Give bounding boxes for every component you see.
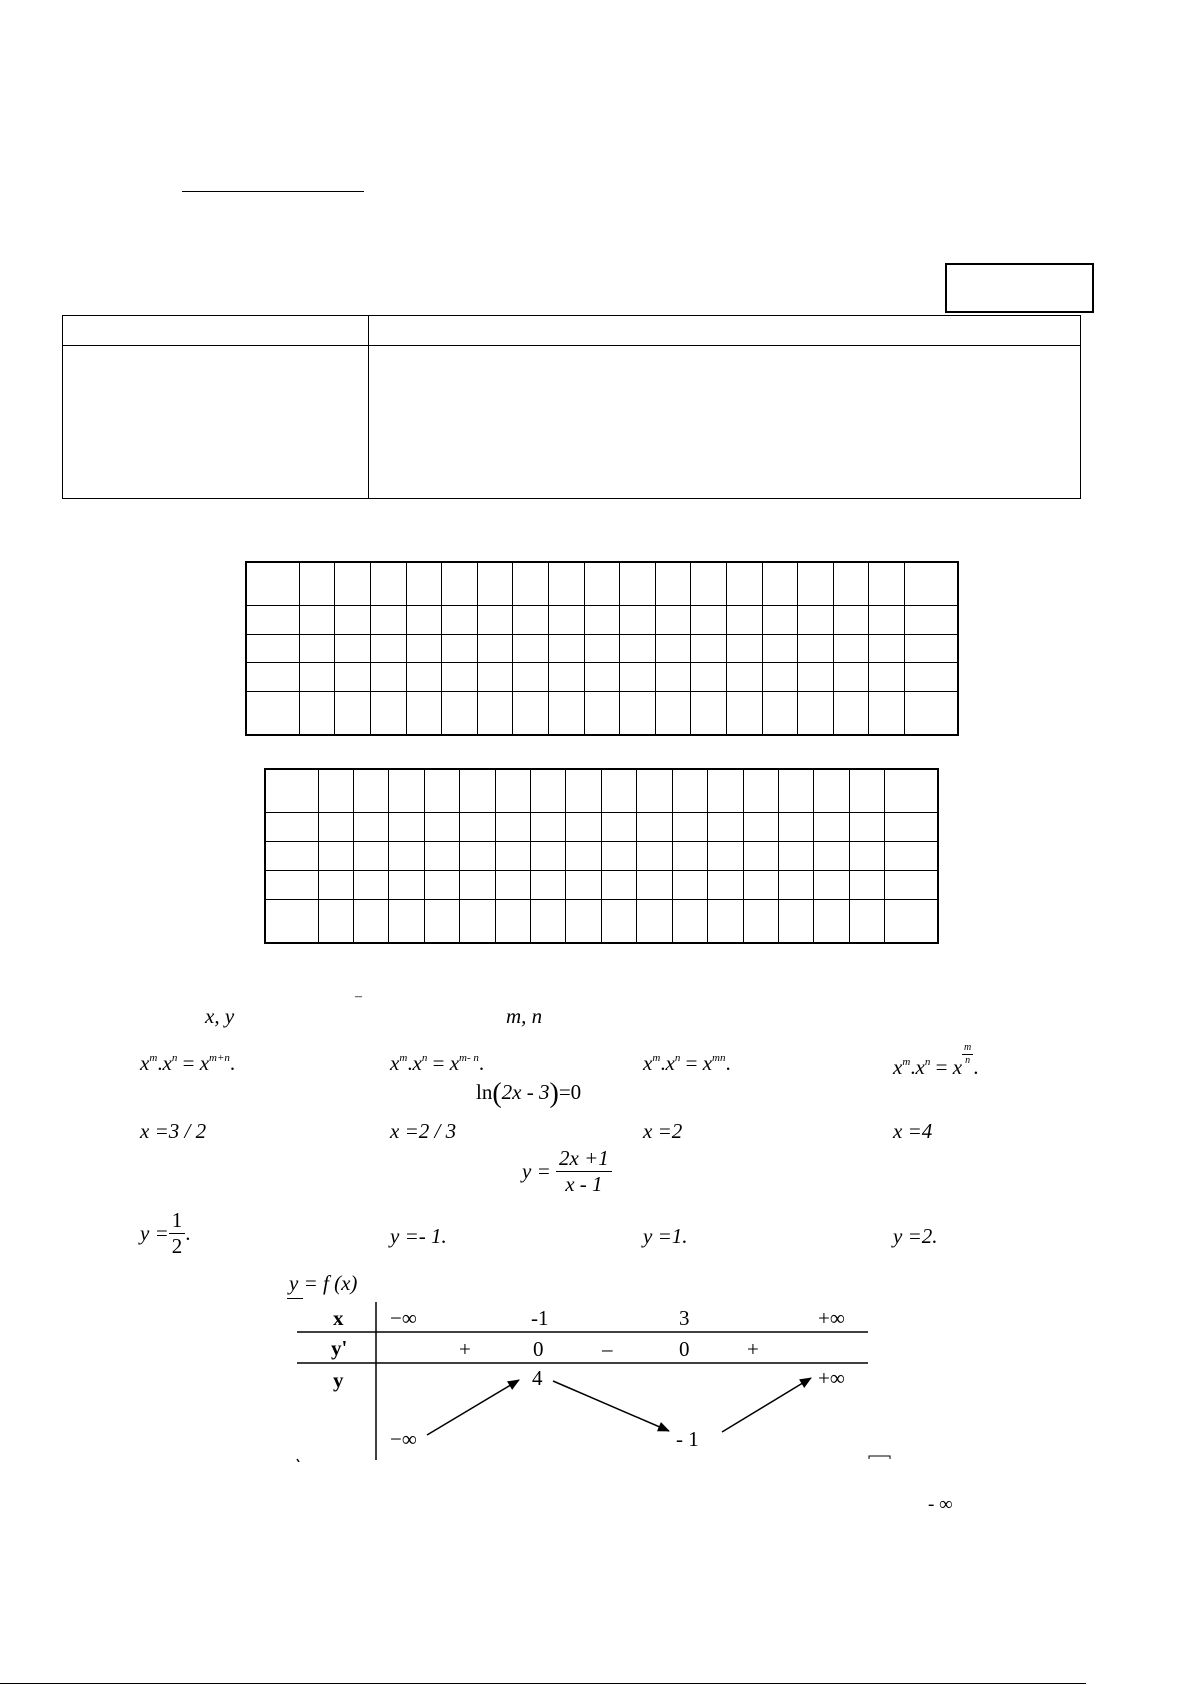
answer-cell xyxy=(601,900,636,944)
answer-cell xyxy=(672,900,707,944)
answer-cell xyxy=(460,842,495,871)
answer-cell xyxy=(778,871,813,900)
answer-cell xyxy=(833,692,869,735)
answer-cell xyxy=(566,900,601,944)
answer-cell xyxy=(442,562,478,605)
answer-cell xyxy=(833,605,869,634)
answer-cell xyxy=(869,634,905,663)
answer-cell xyxy=(299,605,335,634)
answer-cell xyxy=(531,769,566,813)
answer-cell xyxy=(513,562,549,605)
answer-cell xyxy=(460,871,495,900)
answer-cell xyxy=(442,663,478,692)
yprime-value: + xyxy=(459,1337,471,1361)
answer-cell xyxy=(743,813,778,842)
answer-cell xyxy=(620,562,656,605)
option-q2-a: x =3 / 2 xyxy=(140,1119,207,1143)
answer-cell xyxy=(406,562,442,605)
answer-cell xyxy=(885,900,938,944)
option-q3-a: y = $\frac{1}{2}$ . xyxy=(140,1208,191,1258)
arrow-increasing-2 xyxy=(722,1378,811,1432)
answer-cell xyxy=(265,900,318,944)
answer-cell xyxy=(246,663,299,692)
answer-cell xyxy=(442,634,478,663)
answer-cell xyxy=(727,663,763,692)
answer-cell xyxy=(566,871,601,900)
answer-cell xyxy=(549,605,585,634)
header-underline xyxy=(182,191,364,192)
answer-cell xyxy=(495,871,530,900)
answer-cell xyxy=(778,842,813,871)
answer-cell xyxy=(318,813,353,842)
answer-cell xyxy=(814,871,849,900)
answer-cell xyxy=(424,871,459,900)
answer-cell xyxy=(460,769,495,813)
yprime-value: 0 xyxy=(679,1337,690,1361)
answer-cell xyxy=(424,842,459,871)
answer-cell xyxy=(672,813,707,842)
answer-cell xyxy=(442,692,478,735)
answer-cell xyxy=(743,871,778,900)
equation-q2: ln(2x - 3)=0 xyxy=(476,1078,582,1109)
answer-cell xyxy=(406,663,442,692)
answer-cell xyxy=(601,769,636,813)
answer-cell xyxy=(389,842,424,871)
answer-cell xyxy=(637,842,672,871)
answer-cell xyxy=(406,692,442,735)
answer-cell xyxy=(708,900,743,944)
answer-cell xyxy=(513,634,549,663)
answer-cell xyxy=(299,692,335,735)
info-table-cell xyxy=(63,316,369,346)
variation-table-lines xyxy=(280,1302,900,1462)
arrow-decreasing xyxy=(553,1381,669,1431)
info-table-cell xyxy=(63,346,369,499)
answer-cell xyxy=(246,634,299,663)
answer-cell xyxy=(798,663,834,692)
yprime-value: + xyxy=(747,1337,759,1361)
arrow-increasing-1 xyxy=(427,1380,519,1435)
answer-cell xyxy=(299,634,335,663)
answer-cell xyxy=(495,900,530,944)
answer-cell xyxy=(318,900,353,944)
answer-cell xyxy=(869,692,905,735)
answer-cell xyxy=(672,769,707,813)
answer-cell xyxy=(495,842,530,871)
info-table-cell xyxy=(369,346,1081,499)
answer-cell xyxy=(389,769,424,813)
y-value-start: −∞ xyxy=(390,1427,417,1451)
option-q1-b: $x^m.x^n = x^{m- n}$. xyxy=(390,1051,485,1075)
answer-cell xyxy=(566,813,601,842)
yprime-value: 0 xyxy=(533,1337,544,1361)
answer-cell xyxy=(814,813,849,842)
answer-cell xyxy=(743,769,778,813)
answer-cell xyxy=(584,692,620,735)
answer-cell xyxy=(798,562,834,605)
answer-cell xyxy=(335,692,371,735)
answer-cell xyxy=(477,562,513,605)
x-value: 3 xyxy=(679,1306,690,1330)
answer-cell xyxy=(335,605,371,634)
answer-cell xyxy=(424,813,459,842)
variation-table xyxy=(280,1302,900,1462)
answer-cell xyxy=(691,562,727,605)
answer-cell xyxy=(246,692,299,735)
answer-cell xyxy=(318,842,353,871)
x-value: +∞ xyxy=(818,1306,845,1330)
answer-cell xyxy=(371,634,407,663)
answer-cell xyxy=(778,769,813,813)
answer-cell xyxy=(904,605,958,634)
answer-cell xyxy=(833,663,869,692)
answer-cell xyxy=(708,769,743,813)
answer-cell xyxy=(798,634,834,663)
trailing-symbol: - ∞ xyxy=(928,1494,953,1515)
option-q1-c: $x^m.x^n = x^{mn}$. xyxy=(643,1051,731,1075)
answer-cell xyxy=(727,605,763,634)
answer-cell xyxy=(798,605,834,634)
answer-cell xyxy=(762,605,798,634)
answer-cell xyxy=(778,813,813,842)
answer-cell xyxy=(460,900,495,944)
answer-cell xyxy=(655,692,691,735)
function-label-underline xyxy=(287,1298,303,1299)
answer-cell xyxy=(637,813,672,842)
answer-cell xyxy=(265,842,318,871)
answer-cell xyxy=(708,813,743,842)
answer-cell xyxy=(335,634,371,663)
row-label-y: y xyxy=(333,1368,344,1392)
answer-cell xyxy=(672,842,707,871)
answer-cell xyxy=(354,871,389,900)
row-label-yprime: y' xyxy=(331,1336,348,1360)
answer-cell xyxy=(620,692,656,735)
answer-cell xyxy=(246,562,299,605)
answer-cell xyxy=(672,871,707,900)
answer-cell xyxy=(691,605,727,634)
answer-cell xyxy=(691,692,727,735)
answer-cell xyxy=(849,769,884,813)
answer-cell xyxy=(477,605,513,634)
option-q2-c: x =2 xyxy=(643,1119,683,1143)
answer-cell xyxy=(549,663,585,692)
info-table xyxy=(62,315,1081,499)
answer-cell xyxy=(584,663,620,692)
answer-cell xyxy=(584,605,620,634)
variables-xy: x, y xyxy=(205,1004,235,1028)
answer-cell xyxy=(727,634,763,663)
answer-cell xyxy=(354,900,389,944)
answer-cell xyxy=(762,692,798,735)
answer-cell xyxy=(727,692,763,735)
dash-mark: – xyxy=(355,989,362,1004)
answer-cell xyxy=(869,663,905,692)
answer-grid-1 xyxy=(245,561,959,736)
answer-cell xyxy=(424,900,459,944)
answer-cell xyxy=(620,634,656,663)
answer-cell xyxy=(424,769,459,813)
answer-cell xyxy=(833,634,869,663)
row-label-x: x xyxy=(333,1306,344,1330)
answer-cell xyxy=(743,900,778,944)
option-q3-b: y =- 1. xyxy=(390,1224,447,1248)
answer-cell xyxy=(371,663,407,692)
answer-cell xyxy=(904,562,958,605)
answer-cell xyxy=(904,634,958,663)
answer-cell xyxy=(513,692,549,735)
answer-cell xyxy=(655,663,691,692)
answer-cell xyxy=(389,900,424,944)
answer-cell xyxy=(601,871,636,900)
answer-cell xyxy=(354,842,389,871)
answer-cell xyxy=(885,813,938,842)
answer-cell xyxy=(904,663,958,692)
answer-cell xyxy=(406,605,442,634)
answer-cell xyxy=(885,769,938,813)
answer-cell xyxy=(335,663,371,692)
answer-cell xyxy=(495,813,530,842)
variables-mn: m, n xyxy=(506,1004,543,1028)
yprime-value: – xyxy=(602,1337,613,1361)
answer-cell xyxy=(869,562,905,605)
answer-cell xyxy=(584,634,620,663)
option-q1-d: $x^m.x^n = x$ $\frac{m}{n}$ . xyxy=(893,1042,979,1079)
answer-cell xyxy=(691,663,727,692)
answer-cell xyxy=(814,900,849,944)
answer-cell xyxy=(778,900,813,944)
answer-cell xyxy=(265,871,318,900)
answer-cell xyxy=(814,769,849,813)
answer-cell xyxy=(549,634,585,663)
answer-cell xyxy=(531,900,566,944)
answer-cell xyxy=(798,692,834,735)
answer-cell xyxy=(299,562,335,605)
y-value-min: - 1 xyxy=(676,1427,699,1451)
answer-cell xyxy=(531,871,566,900)
answer-cell xyxy=(246,605,299,634)
answer-cell xyxy=(637,871,672,900)
answer-cell xyxy=(849,842,884,871)
x-value: -1 xyxy=(531,1306,549,1330)
answer-cell xyxy=(637,769,672,813)
answer-cell xyxy=(354,769,389,813)
answer-cell xyxy=(477,663,513,692)
answer-cell xyxy=(655,562,691,605)
answer-cell xyxy=(743,842,778,871)
answer-cell xyxy=(513,663,549,692)
answer-cell xyxy=(495,769,530,813)
answer-cell xyxy=(477,692,513,735)
y-value-end: +∞ xyxy=(818,1366,845,1390)
answer-cell xyxy=(849,813,884,842)
answer-cell xyxy=(371,605,407,634)
answer-cell xyxy=(389,813,424,842)
answer-cell xyxy=(335,562,371,605)
answer-cell xyxy=(814,842,849,871)
answer-cell xyxy=(354,813,389,842)
option-q2-d: x =4 xyxy=(893,1119,933,1143)
answer-cell xyxy=(762,562,798,605)
answer-cell xyxy=(566,769,601,813)
answer-cell xyxy=(904,692,958,735)
answer-cell xyxy=(531,813,566,842)
answer-cell xyxy=(389,871,424,900)
answer-cell xyxy=(477,634,513,663)
answer-cell xyxy=(601,842,636,871)
answer-cell xyxy=(849,900,884,944)
page-bottom-rule xyxy=(0,1683,1086,1684)
equation-q3: y = $\frac{2x +1}{x - 1}$ xyxy=(522,1148,612,1195)
answer-cell xyxy=(885,871,938,900)
answer-cell xyxy=(655,634,691,663)
answer-cell xyxy=(885,842,938,871)
info-table-cell xyxy=(369,316,1081,346)
answer-cell xyxy=(566,842,601,871)
answer-cell xyxy=(869,605,905,634)
answer-cell xyxy=(601,813,636,842)
answer-grid-2 xyxy=(264,768,939,944)
answer-cell xyxy=(318,769,353,813)
answer-cell xyxy=(406,634,442,663)
answer-cell xyxy=(620,605,656,634)
option-q2-b: x =2 / 3 xyxy=(390,1119,457,1143)
answer-cell xyxy=(655,605,691,634)
answer-cell xyxy=(584,562,620,605)
answer-cell xyxy=(442,605,478,634)
answer-cell xyxy=(762,663,798,692)
answer-cell xyxy=(318,871,353,900)
answer-cell xyxy=(691,634,727,663)
answer-cell xyxy=(620,663,656,692)
answer-cell xyxy=(513,605,549,634)
x-value: −∞ xyxy=(390,1306,417,1330)
answer-cell xyxy=(637,900,672,944)
answer-cell xyxy=(833,562,869,605)
y-value-max: 4 xyxy=(532,1366,543,1390)
answer-cell xyxy=(371,562,407,605)
answer-cell xyxy=(265,813,318,842)
answer-cell xyxy=(549,562,585,605)
answer-cell xyxy=(531,842,566,871)
answer-cell xyxy=(762,634,798,663)
option-q3-c: y =1. xyxy=(643,1224,688,1248)
answer-cell xyxy=(265,769,318,813)
answer-cell xyxy=(371,692,407,735)
answer-cell xyxy=(299,663,335,692)
answer-cell xyxy=(708,842,743,871)
exam-code-box xyxy=(945,263,1094,313)
answer-cell xyxy=(708,871,743,900)
answer-cell xyxy=(849,871,884,900)
function-label: y = f (x) xyxy=(289,1271,358,1295)
option-q1-a: $x^m.x^n = x^{m+n}$. xyxy=(140,1051,236,1075)
answer-cell xyxy=(727,562,763,605)
option-q3-d: y =2. xyxy=(893,1224,938,1248)
answer-cell xyxy=(460,813,495,842)
answer-cell xyxy=(549,692,585,735)
